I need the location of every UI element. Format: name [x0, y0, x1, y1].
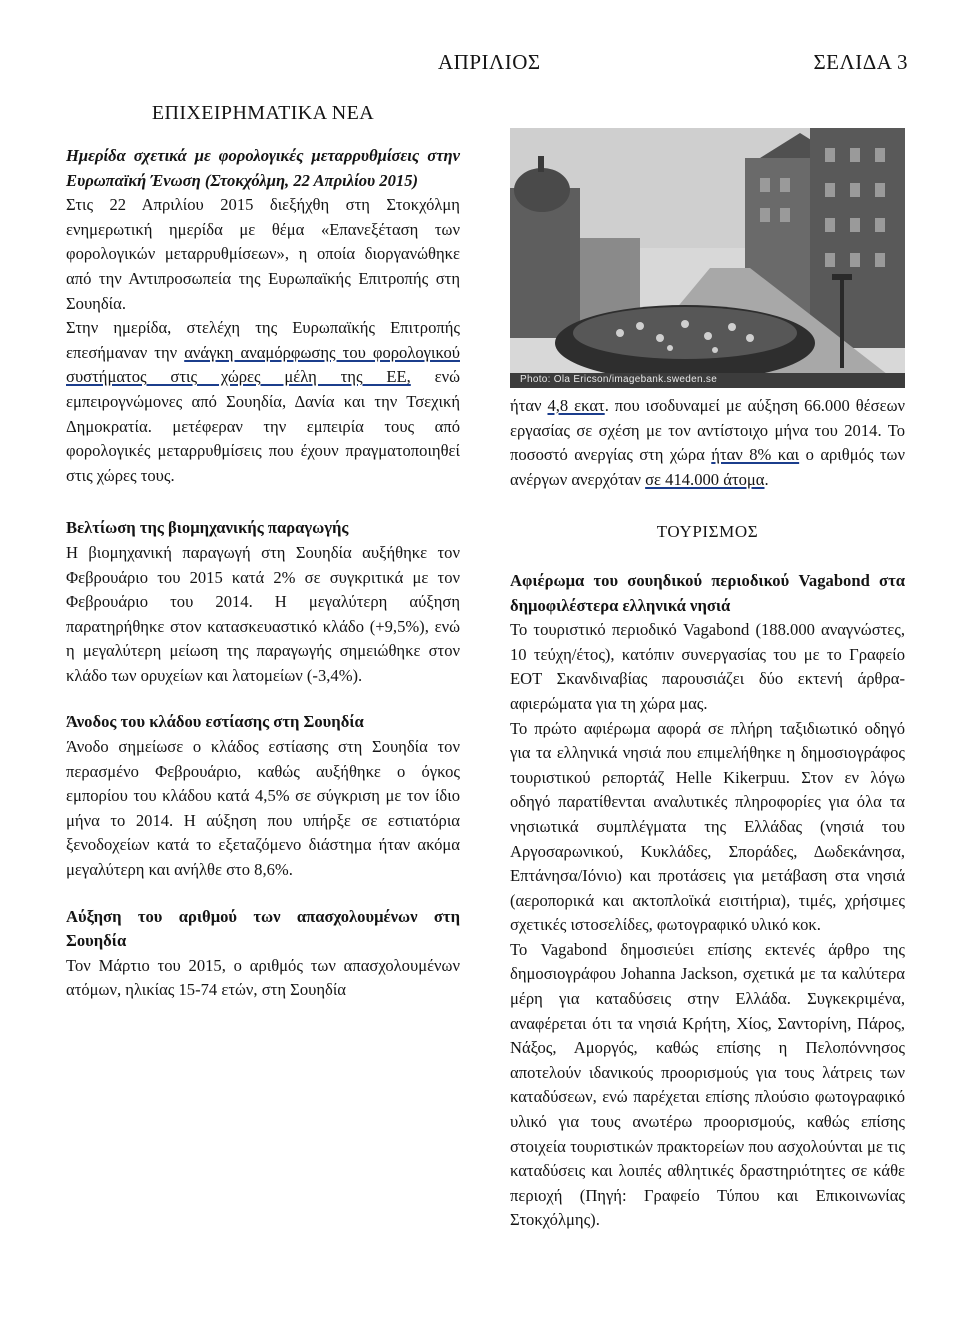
article-title: Ημερίδα σχετικά με φορολογικές μεταρρυθμίσεις στην Ευρωπαϊκή Ένωση (Στοκχόλμη, 22 Απριλίου 2015) — [66, 146, 460, 190]
article-paragraph — [66, 316, 460, 488]
article-title: Άνοδος του κλάδου εστίασης στη Σουηδία — [66, 712, 364, 732]
left-column — [66, 100, 460, 1025]
article-employment — [66, 905, 460, 1003]
underlined-text: 4,8 εκατ — [547, 396, 605, 415]
text-run: . — [764, 469, 769, 489]
section-title-tourism: ΤΟΥΡΙΣΜΟΣ — [656, 522, 759, 542]
text-run: Στην ημερίδα, στελέχη της Ευρωπαϊκής Επιτροπής επεσήμαναν την — [66, 318, 460, 362]
photo-credit: Photo: Ola Ericson/imagebank.sweden.se — [520, 374, 718, 385]
article-paragraph: Το τουριστικό περιοδικό Vagabond (188.000 αναγνώστες, 10 τεύχη/έτος), κατόπιν συνεργασίας του με το Γραφείο ΕΟΤ Σκανδιναβίας παρουσιάζει δύο εκτενή άρθρα-αφιερώματα για τη χώρα μας. — [510, 620, 905, 713]
article-paragraph: Το Vagabond δημοσιεύει επίσης εκτενές άρθρο της δημοσιογράφου Johanna Jackson, σχετικά με τα καλύτερα μέρη για καταδύσεις στην Ελλάδα. Συγκεκριμένα, αναφέρεται ότι τα νησιά Κρήτη, Χίος, Σαντορίνη, Πάρος, Νάξος, Αμοργός, καθώς επίσης η Πελοπόννησος αποτελούν ιδανικούς προορισμούς για τους λάτρεις των καταδύσεων, ενώ παρέχεται επίσης πλούσιο φωτογραφικό υλικό για τους ανωτέρω προορισμούς, καθώς επίσης στοιχεία τουριστικών πρακτορείων που ασχολούνται με τις καταδύσεις και λοιπές αθλητικές δραστηριότητες σε κάθε περιοχή (Πηγή: Γραφείο Τύπου και Επικοινωνίας Στοκχόλμης). — [510, 939, 905, 1230]
article-vagabond-magazine — [510, 569, 905, 1233]
article-catering-sector — [66, 710, 460, 882]
text-run: ενώ εμπειρογνώμονες από Σουηδία, Δανία και την Τσεχική Δημοκρατία. μετέφεραν την εμπειρία τους από φορολογικές μεταρρυθμίσεις που έχουν πραγματοποιηθεί στις χώρες τους. — [66, 367, 460, 485]
article-paragraph: Άνοδο σημείωσε ο κλάδος εστίασης στη Σουηδία τον περασμένο Φεβρουάριο, καθώς αυξήθηκε ο όγκος εμπορίου του κλάδου κατά 4,5% σε σύγκριση με τον ίδιο μήνα το 2014. Η αύξηση που υπήρξε σε εστιατόρια ξενοδοχείων κατά το εξεταζόμενο διάστημα ήταν ακόμα μεγαλύτερη και ανήλθε στο 8,6%. — [66, 737, 460, 880]
text-run: ήταν — [510, 396, 548, 415]
article-tax-reform-seminar — [66, 144, 460, 488]
article-industrial-production — [66, 516, 460, 688]
article-paragraph: Το πρώτο αφιέρωμα αφορά σε πλήρη ταξιδιωτικό οδηγό για τα ελληνικά νησιά που επιμελήθηκε η δημοσιογράφος τουριστικού ρεπορτάζ Helle Kikerpuu. Στον εν λόγω οδηγό παρατίθενται αναλυτικές πληροφορίες για όλα τα νησιωτικά συμπλέγματα της Ελλάδας (νησιά του Αργοσαρωνικού, Κυκλάδες, Σποράδες, Δωδεκάνησα, Επτάνησα/Ιόνιο) και προτάσεις για μετάβαση στα νησιά (αεροπορικά και ακτοπλοϊκά εισιτήρια), τιμές, χρήσιμες σχετικές ιστοσελίδες, φωτογραφικό υλικό κοκ. — [510, 718, 905, 935]
article-title: Αφιέρωμα του σουηδικού περιοδικού Vagabond στα δημοφιλέστερα ελληνικά νησιά — [510, 570, 905, 615]
photo-illustration — [510, 128, 905, 388]
article-continuation — [510, 394, 905, 492]
header-month: ΑΠΡΙΛΙΟΣ — [438, 50, 541, 74]
stockholm-street-photo — [510, 128, 905, 388]
text-run: . που ισοδυναμεί με αύξηση 66.000 θέσεων εργασίας σε σχέση με τον αντίστοιχο μήνα του 2014. Το ποσοστό ανεργίας στη χώρα — [510, 396, 905, 465]
article-title: Αύξηση του αριθμού των απασχολουμένων στη Σουηδία — [66, 906, 460, 951]
underlined-text: ήταν 8% και — [711, 445, 800, 465]
right-column — [510, 128, 905, 1255]
section-title-business-news: ΕΠΙΧΕΙΡΗΜΑΤΙΚΑ ΝΕΑ — [151, 102, 375, 124]
article-paragraph: Η βιομηχανική παραγωγή στη Σουηδία αυξήθηκε τον Φεβρουάριο του 2015 κατά 2% σε συγκριτικά με τον Φεβρουάριο του 2014. Η μεγαλύτερη αύξηση παρατηρήθηκε στον κατασκευαστικό κλάδο (+9,5%), ενώ η μεγαλύτερη μείωση της παραγωγής σημειώθηκε στον κλάδο των ορυχείων και λατομείων (-3,4%). — [66, 542, 460, 685]
article-paragraph: Τον Μάρτιο του 2015, ο αριθμός των απασχολουμένων ατόμων, ηλικίας 15-74 ετών, στη Σουηδία — [66, 955, 460, 1000]
underlined-text: σε 414.000 άτομα — [645, 469, 765, 489]
article-paragraph: Στις 22 Απριλίου 2015 διεξήχθη στη Στοκχόλμη ενημερωτική ημερίδα με θέμα «Επανεξέταση των φορολογικών μεταρρυθμίσεων», η οποία διοργανώθηκε από την Αντιπροσωπεία της Ευρωπαϊκής Επιτροπής στη Σουηδία. — [66, 195, 460, 313]
header-page-number: ΣΕΛΙΔΑ 3 — [813, 50, 908, 74]
article-title: Βελτίωση της βιομηχανικής παραγωγής — [66, 518, 349, 538]
underlined-text: ανάγκη αναμόρφωσης του φορολογικού συστήματος στις χώρες μέλη της ΕΕ, — [66, 342, 460, 387]
text-run: ο αριθμός των ανέργων ανερχόταν — [510, 445, 905, 489]
